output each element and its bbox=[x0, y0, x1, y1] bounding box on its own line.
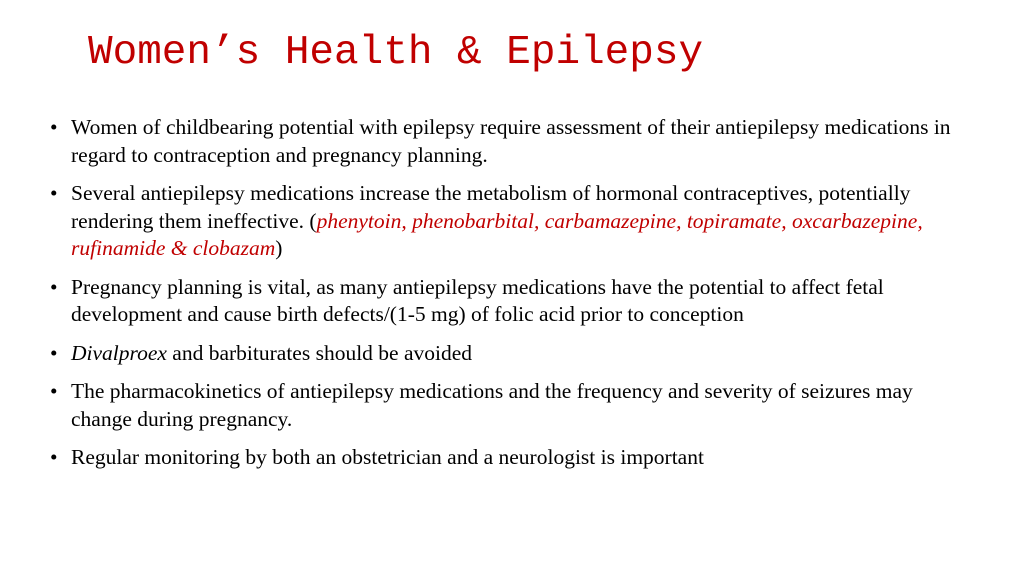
bullet-text-close: ) bbox=[275, 236, 283, 260]
bullet-item-monitoring bbox=[44, 444, 974, 472]
slide-title: Women’s Health & Epilepsy bbox=[88, 30, 704, 76]
drug-name: oxcarbazepine bbox=[791, 208, 918, 233]
bullet-dot-icon: • bbox=[50, 445, 58, 469]
bullet-text: Women of childbearing potential with epilepsy require assessment of their antiepilepsy medications in regard to contraception and pregnancy planning. bbox=[71, 115, 951, 167]
bullet-item-contraceptives bbox=[44, 180, 974, 263]
bullet-text: Pregnancy planning is vital, as many antiepilepsy medications have the potential to affect fetal development and cause birth defects/(1-5 mg) of folic acid prior to conception bbox=[71, 274, 884, 326]
drug-name: phenytoin bbox=[316, 208, 402, 233]
bullet-dot-icon: • bbox=[50, 274, 58, 299]
bullet-dot-icon: • bbox=[50, 379, 58, 403]
bullet-text-italic: Divalproex bbox=[71, 340, 167, 365]
drug-name: carbamazepine bbox=[544, 208, 677, 233]
bullet-dot-icon: • bbox=[50, 340, 58, 365]
drug-name: clobazam bbox=[192, 236, 276, 260]
drug-name: rufinamide bbox=[71, 236, 166, 260]
drug-name: phenobarbital bbox=[412, 208, 534, 233]
bullet-item-pharmacokinetics bbox=[44, 378, 974, 433]
bullet-dot-icon: • bbox=[50, 181, 58, 205]
bullet-text: Regular monitoring by both an obstetrician and a neurologist is important bbox=[71, 445, 704, 469]
drug-separator: , bbox=[533, 208, 545, 233]
drug-separator: , bbox=[917, 208, 923, 233]
bullet-list bbox=[44, 114, 974, 483]
drug-separator: , bbox=[676, 208, 687, 233]
drug-separator: , bbox=[781, 208, 792, 233]
bullet-text: The pharmacokinetics of antiepilepsy medications and the frequency and severity of seizures may change during pregnancy. bbox=[71, 379, 913, 431]
bullet-text: Several antiepilepsy medications increase the metabolism of hormonal contraceptives, potentially rendering them ineffective. ( bbox=[71, 181, 911, 233]
drug-name: topiramate bbox=[686, 208, 782, 233]
bullet-item-pregnancy-planning bbox=[44, 274, 974, 329]
bullet-text: and barbiturates should be avoided bbox=[166, 340, 473, 365]
bullet-item-assessment bbox=[44, 114, 974, 169]
drug-separator: , bbox=[401, 208, 413, 233]
drug-ampersand: & bbox=[165, 236, 193, 260]
bullet-item-divalproex bbox=[44, 340, 974, 368]
bullet-dot-icon: • bbox=[50, 115, 58, 139]
